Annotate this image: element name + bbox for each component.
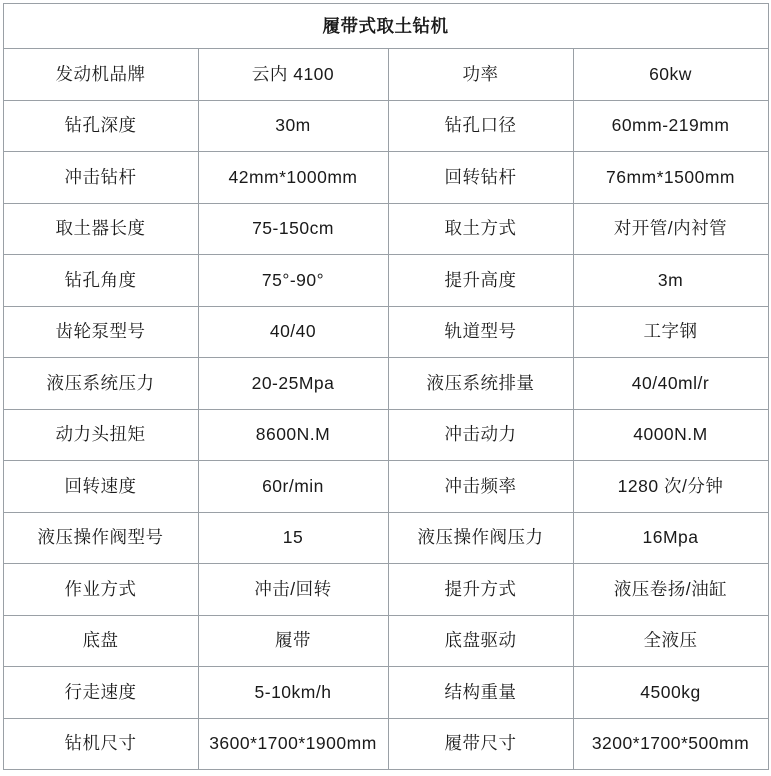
row-label-1: 液压系统压力 (3, 358, 198, 410)
page-title: 履带式取土钻机 (3, 4, 768, 49)
row-label-2: 取土方式 (388, 203, 573, 255)
table-title-row (3, 4, 768, 49)
row-value-1: 5-10km/h (198, 667, 388, 719)
table-row (3, 306, 768, 358)
table-row (3, 255, 768, 307)
table-row (3, 409, 768, 461)
row-value-1: 75-150cm (198, 203, 388, 255)
row-value-2: 4000N.M (573, 409, 768, 461)
row-value-2: 76mm*1500mm (573, 152, 768, 204)
row-value-1: 75°-90° (198, 255, 388, 307)
table-row (3, 461, 768, 513)
row-value-1: 42mm*1000mm (198, 152, 388, 204)
row-label-1: 取土器长度 (3, 203, 198, 255)
row-label-2: 轨道型号 (388, 306, 573, 358)
row-value-2: 3200*1700*500mm (573, 718, 768, 770)
table-row (3, 718, 768, 770)
row-label-1: 冲击钻杆 (3, 152, 198, 204)
row-label-2: 液压操作阀压力 (388, 512, 573, 564)
row-label-1: 发动机品牌 (3, 49, 198, 101)
row-value-1: 云内 4100 (198, 49, 388, 101)
row-value-2: 60kw (573, 49, 768, 101)
row-value-2: 对开管/内衬管 (573, 203, 768, 255)
row-label-1: 动力头扭矩 (3, 409, 198, 461)
row-label-2: 底盘驱动 (388, 615, 573, 667)
table-row (3, 564, 768, 616)
row-label-1: 钻孔角度 (3, 255, 198, 307)
table-row (3, 49, 768, 101)
row-label-2: 履带尺寸 (388, 718, 573, 770)
table-row (3, 203, 768, 255)
row-label-1: 作业方式 (3, 564, 198, 616)
row-value-1: 15 (198, 512, 388, 564)
row-value-1: 履带 (198, 615, 388, 667)
row-label-1: 液压操作阀型号 (3, 512, 198, 564)
row-value-2: 工字钢 (573, 306, 768, 358)
row-label-1: 钻孔深度 (3, 100, 198, 152)
table-row (3, 100, 768, 152)
row-label-2: 液压系统排量 (388, 358, 573, 410)
table-row (3, 615, 768, 667)
row-value-1: 20-25Mpa (198, 358, 388, 410)
row-label-2: 提升高度 (388, 255, 573, 307)
table-row (3, 358, 768, 410)
row-value-1: 60r/min (198, 461, 388, 513)
row-value-1: 3600*1700*1900mm (198, 718, 388, 770)
row-value-1: 冲击/回转 (198, 564, 388, 616)
row-value-2: 全液压 (573, 615, 768, 667)
table-row (3, 512, 768, 564)
row-value-2: 40/40ml/r (573, 358, 768, 410)
row-label-1: 回转速度 (3, 461, 198, 513)
row-value-2: 4500kg (573, 667, 768, 719)
table-row (3, 667, 768, 719)
row-label-2: 提升方式 (388, 564, 573, 616)
row-label-2: 功率 (388, 49, 573, 101)
row-value-1: 8600N.M (198, 409, 388, 461)
row-label-2: 钻孔口径 (388, 100, 573, 152)
row-value-2: 16Mpa (573, 512, 768, 564)
table-row (3, 152, 768, 204)
row-value-1: 40/40 (198, 306, 388, 358)
row-label-2: 结构重量 (388, 667, 573, 719)
specification-table (3, 3, 769, 770)
row-label-2: 冲击频率 (388, 461, 573, 513)
row-value-2: 液压卷扬/油缸 (573, 564, 768, 616)
row-value-2: 60mm-219mm (573, 100, 768, 152)
row-label-1: 底盘 (3, 615, 198, 667)
row-label-1: 行走速度 (3, 667, 198, 719)
row-label-2: 冲击动力 (388, 409, 573, 461)
row-value-2: 1280 次/分钟 (573, 461, 768, 513)
row-label-2: 回转钻杆 (388, 152, 573, 204)
row-label-1: 齿轮泵型号 (3, 306, 198, 358)
row-value-2: 3m (573, 255, 768, 307)
row-label-1: 钻机尺寸 (3, 718, 198, 770)
row-value-1: 30m (198, 100, 388, 152)
